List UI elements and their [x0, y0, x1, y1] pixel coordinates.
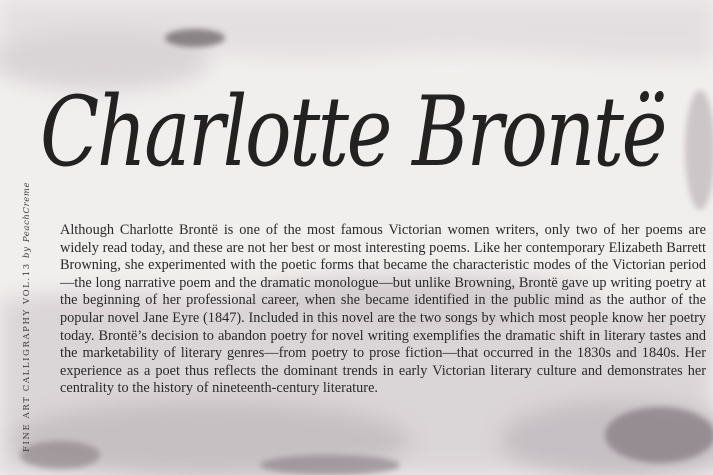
side-label-main: FINE ART CALLIGRAPHY VOL.13: [22, 262, 32, 452]
side-label-author: PeachCreme: [22, 181, 32, 243]
side-label-by: by: [22, 246, 32, 258]
body-paragraph: Although Charlotte Brontë is one of the most famous Victorian women writers, only two of her poems are widely read today, and these are not her best or most interesting poems. Like her contemporary Elizabeth Barrett Browning, she experimented with the poetic forms that became the characteristic modes of the Victorian period—the long narrative poem and the dramatic monologue—but unlike Browning, Brontë gave up writing poetry at the beginning of her professional career, when she became identified in the public mind as the author of the popular novel Jane Eyre (1847). Included in this novel are the two songs by which most people know her poetry today. Brontë’s decision to abandon poetry for novel writing exemplifies the dramatic shift in literary tastes and the marketability of literary genres—from poetry to prose fiction—that occurred in the 1830s and 1840s. Her experience as a poet thus reflects the dominant trends in early Victorian literary culture and demonstrates her centrality to the history of nineteenth-century literature.: [60, 222, 706, 397]
title-text: Charlotte Brontë: [40, 76, 665, 188]
side-label: [22, 182, 32, 452]
page-title: [40, 60, 680, 210]
